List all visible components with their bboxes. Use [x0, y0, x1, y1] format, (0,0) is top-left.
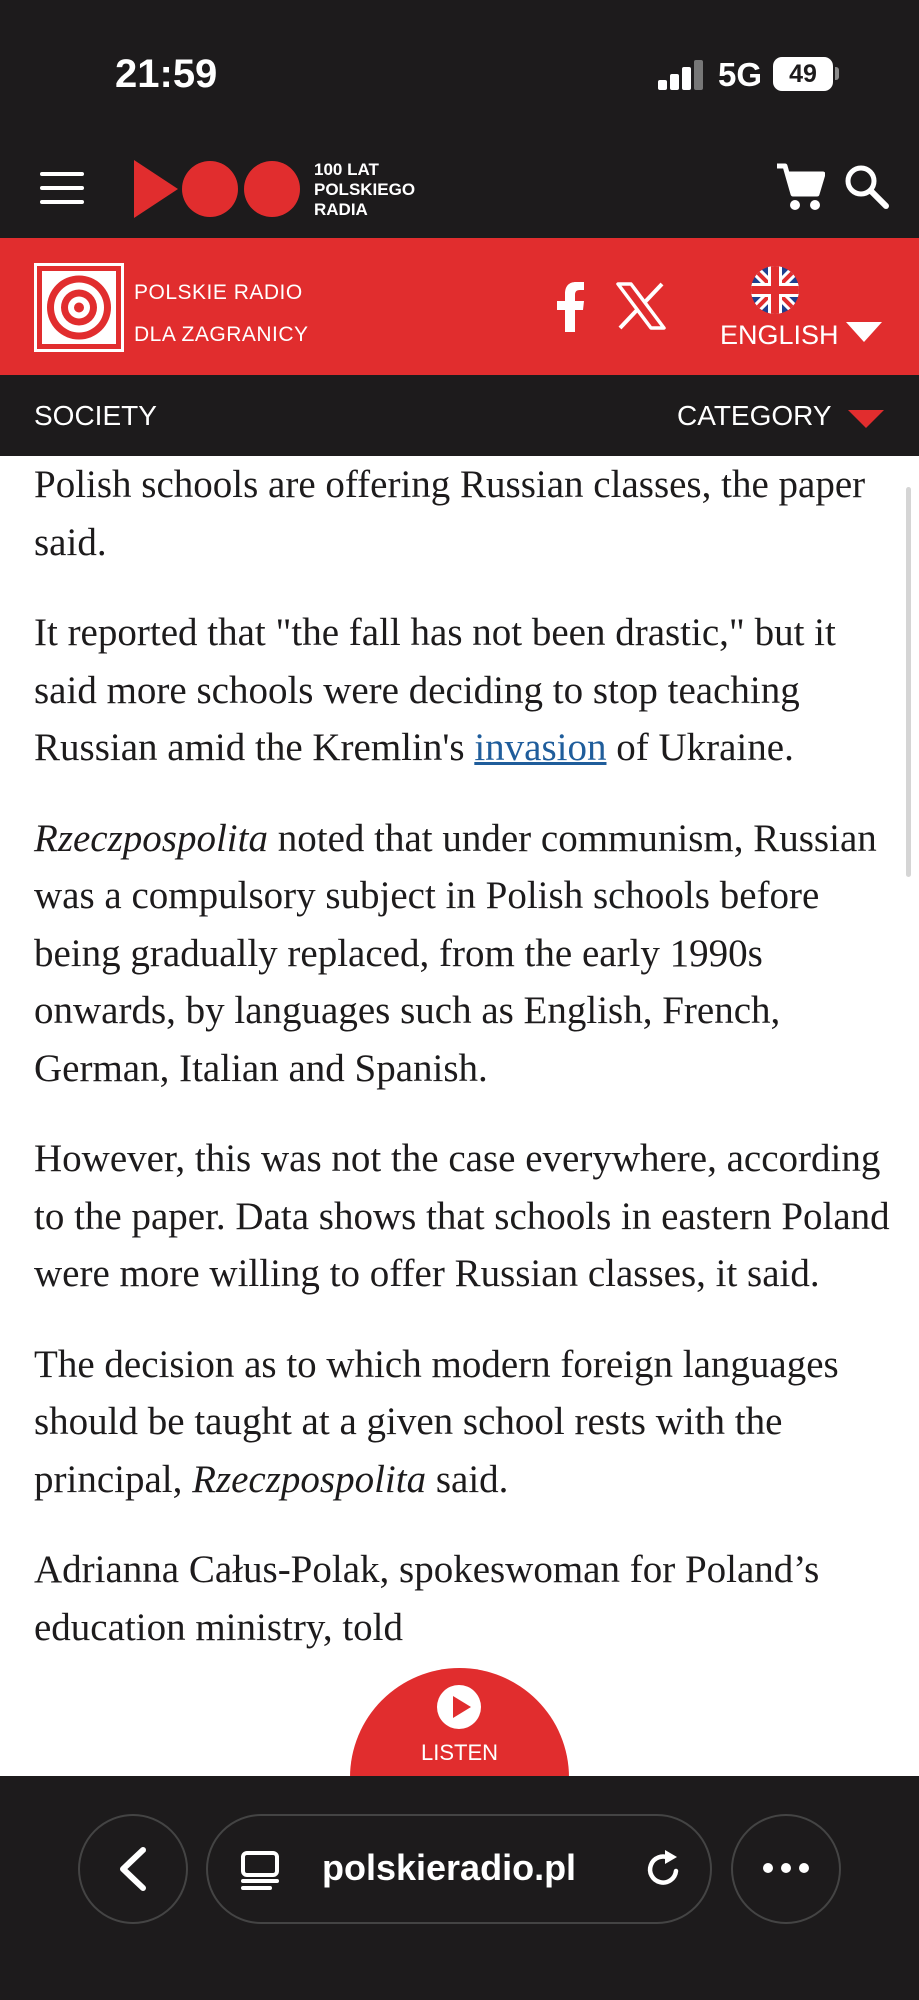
logo-text: [314, 160, 415, 220]
logo-line: POLSKIEGO: [314, 180, 416, 199]
paragraph-text: Polish schools are offering Russian classes, the paper said.: [34, 463, 866, 564]
publication-name: Rzeczpospolita: [192, 1457, 427, 1501]
logo-line: 100 LAT: [314, 160, 379, 179]
category-dropdown[interactable]: CATEGORY: [677, 400, 832, 431]
polskie-radio-logo[interactable]: [134, 158, 304, 220]
service-name: [134, 272, 309, 356]
paragraph-text: It reported that "the fall has not been drastic," but it said more schools were deciding to stop teaching Russian amid the Kremlin's: [34, 611, 836, 769]
article-paragraphs: [34, 456, 894, 1689]
cart-icon[interactable]: [775, 160, 825, 212]
reader-icon[interactable]: [240, 1850, 280, 1890]
listen-label[interactable]: LISTEN: [420, 1740, 499, 1765]
article-paragraph: [34, 1336, 894, 1509]
status-bar: [0, 0, 919, 150]
url-text[interactable]: polskieradio.pl: [322, 1847, 577, 1888]
status-time: 21:59: [115, 52, 218, 96]
language-label[interactable]: ENGLISH: [720, 320, 839, 350]
paragraph-text: said.: [426, 1457, 509, 1501]
paragraph-text: of Ukraine.: [606, 726, 794, 769]
reload-icon[interactable]: [643, 1849, 683, 1889]
facebook-icon[interactable]: [553, 282, 587, 332]
paragraph-text: Adrianna Całus-Polak, spokeswoman for Poland’s education ministry, told: [34, 1548, 820, 1649]
article-paragraph: [34, 1130, 894, 1303]
inline-link[interactable]: invasion: [474, 726, 607, 769]
paragraph-text: The decision as to which modern foreign languages should be taught at a given school rests with the principal,: [34, 1342, 839, 1501]
article-paragraph: [34, 810, 894, 1098]
x-icon[interactable]: [616, 282, 666, 330]
play-icon[interactable]: [436, 1684, 482, 1730]
uk-flag-icon[interactable]: [750, 265, 800, 315]
scrollbar[interactable]: [906, 487, 911, 877]
battery-icon: 49: [773, 57, 833, 91]
caret-down-icon[interactable]: [846, 322, 882, 344]
battery-nub: [835, 67, 839, 80]
article-paragraph: [34, 1541, 894, 1656]
paragraph-text: However, this was not the case everywhere, according to the paper. Data shows that schools in eastern Poland were more willing to offer Russian classes, it said.: [34, 1137, 890, 1295]
more-icon[interactable]: [760, 1860, 812, 1876]
publication-name: Rzeczpospolita: [34, 816, 268, 860]
article-body: [0, 456, 919, 1776]
article-paragraph: [34, 604, 894, 777]
prdz-logo[interactable]: [34, 263, 124, 352]
network-label: 5G: [718, 56, 763, 93]
back-icon[interactable]: [115, 1847, 151, 1891]
service-name-line: POLSKIE RADIO: [134, 281, 303, 304]
article-paragraph: [34, 456, 894, 571]
logo-line: RADIA: [314, 200, 368, 219]
paragraph-text: noted that under communism, Russian was a compulsory subject in Polish schools before being gradually replaced, from the early 1990s onwards, by languages such as English, French, German, Italian and Spanish.: [34, 816, 877, 1090]
menu-icon[interactable]: [40, 172, 84, 204]
caret-down-icon[interactable]: [848, 410, 884, 430]
service-name-line: DLA ZAGRANICY: [134, 323, 309, 346]
signal-icon: [658, 58, 704, 90]
search-icon[interactable]: [843, 163, 889, 209]
section-label[interactable]: SOCIETY: [34, 400, 157, 431]
